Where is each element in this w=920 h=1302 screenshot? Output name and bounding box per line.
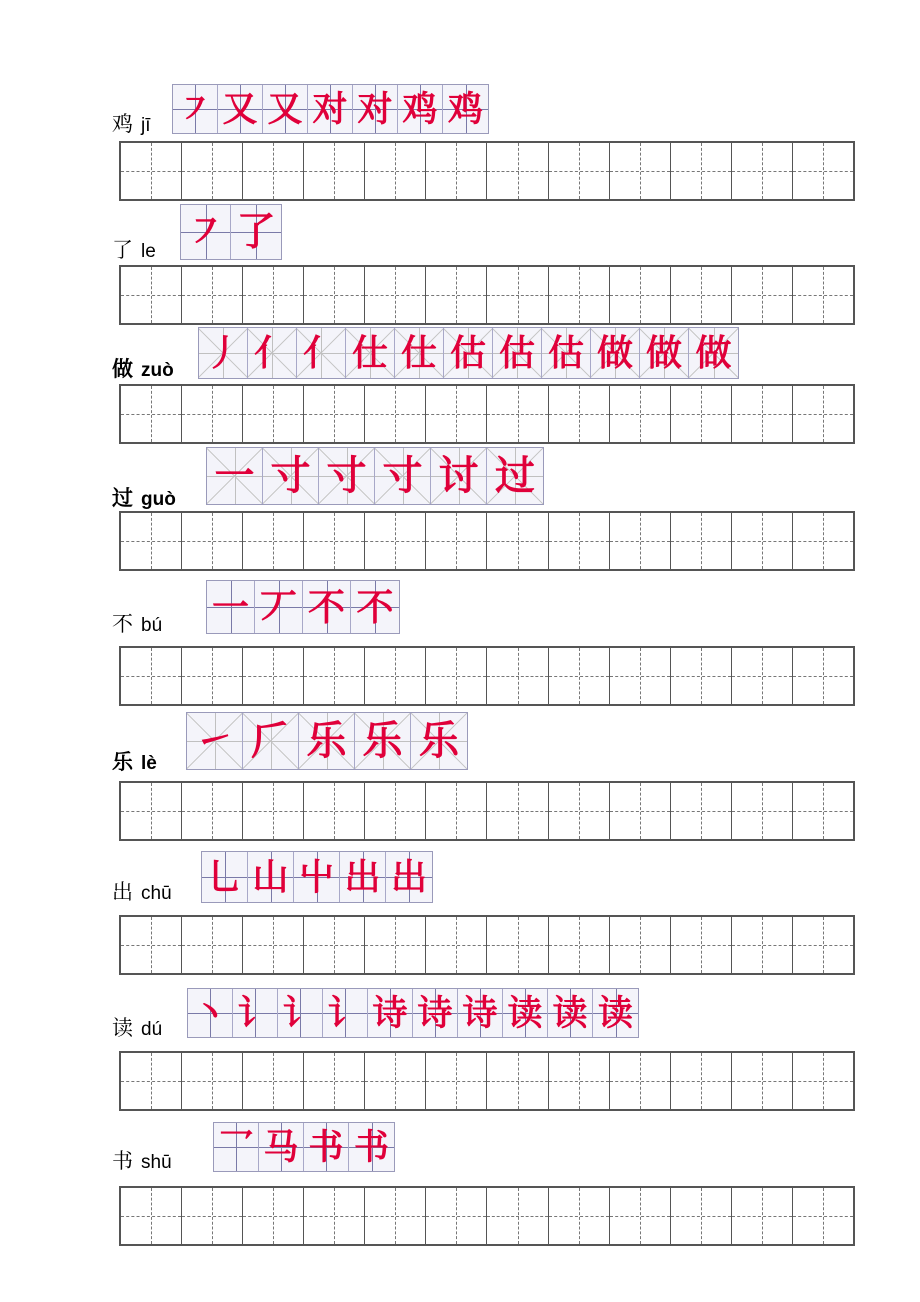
character-text: 鸡	[112, 112, 133, 136]
stroke-step-cell	[640, 328, 689, 378]
stroke-step-cell	[231, 205, 281, 259]
stroke-step-glyph: 丿	[204, 332, 241, 374]
stroke-step-glyph: 估	[449, 332, 486, 374]
stroke-step-glyph: 诗	[372, 992, 408, 1034]
practice-cell[interactable]	[182, 386, 243, 442]
practice-cell[interactable]	[610, 1053, 671, 1109]
character-text: 了	[112, 238, 133, 262]
practice-cell[interactable]	[549, 1188, 610, 1244]
practice-cell[interactable]	[426, 386, 487, 442]
practice-cell[interactable]	[793, 1053, 853, 1109]
practice-cell[interactable]	[182, 1053, 243, 1109]
stroke-step-cell	[443, 85, 488, 133]
stroke-step-glyph: 出	[344, 856, 381, 898]
stroke-step-glyph: 做	[695, 332, 732, 374]
practice-cell[interactable]	[732, 1053, 793, 1109]
practice-cell[interactable]	[549, 1053, 610, 1109]
writing-practice-grid	[119, 141, 855, 201]
stroke-step-cell	[386, 852, 432, 902]
practice-cell[interactable]	[304, 513, 365, 569]
practice-cell[interactable]	[365, 1053, 426, 1109]
stroke-step-glyph: 书	[308, 1126, 344, 1168]
writing-practice-grid	[119, 384, 855, 444]
practice-cell[interactable]	[426, 783, 487, 839]
character-text: 过	[112, 486, 133, 510]
stroke-step-cell	[444, 328, 493, 378]
stroke-step-cell	[233, 989, 278, 1037]
stroke-step-cell	[351, 581, 399, 633]
stroke-step-cell	[263, 85, 308, 133]
pinyin-text: zuò	[141, 360, 174, 381]
practice-cell[interactable]	[610, 513, 671, 569]
stroke-step-glyph: 讨	[438, 452, 479, 499]
stroke-step-glyph: 一	[212, 584, 249, 629]
stroke-step-glyph: 乐	[419, 717, 459, 764]
practice-cell[interactable]	[243, 143, 304, 199]
practice-cell[interactable]	[793, 648, 853, 704]
character-label	[112, 240, 156, 261]
practice-cell[interactable]	[121, 386, 182, 442]
stroke-order-strip	[206, 580, 400, 634]
stroke-step-cell	[591, 328, 640, 378]
stroke-step-cell	[346, 328, 395, 378]
stroke-step-cell	[689, 328, 738, 378]
stroke-step-glyph: 寸	[326, 452, 367, 499]
stroke-step-cell	[243, 713, 299, 769]
practice-cell[interactable]	[182, 783, 243, 839]
practice-cell[interactable]	[487, 513, 548, 569]
stroke-step-cell	[375, 448, 431, 504]
character-label	[112, 1151, 172, 1172]
practice-cell[interactable]	[487, 783, 548, 839]
practice-cell[interactable]	[671, 1053, 732, 1109]
practice-cell[interactable]	[793, 917, 853, 973]
stroke-step-cell	[493, 328, 542, 378]
practice-cell[interactable]	[732, 267, 793, 323]
stroke-step-glyph: 读	[507, 992, 543, 1034]
practice-cell[interactable]	[732, 648, 793, 704]
stroke-step-cell	[207, 581, 255, 633]
writing-practice-grid	[119, 915, 855, 975]
practice-cell[interactable]	[426, 1188, 487, 1244]
stroke-step-cell	[395, 328, 444, 378]
practice-cell[interactable]	[243, 783, 304, 839]
practice-cell[interactable]	[304, 648, 365, 704]
stroke-step-cell	[207, 448, 263, 504]
practice-cell[interactable]	[487, 648, 548, 704]
practice-cell[interactable]	[671, 648, 732, 704]
stroke-order-strip	[180, 204, 282, 260]
stroke-step-glyph: 读	[552, 992, 588, 1034]
practice-cell[interactable]	[487, 917, 548, 973]
stroke-step-cell	[278, 989, 323, 1037]
practice-cell[interactable]	[304, 386, 365, 442]
practice-cell[interactable]	[671, 917, 732, 973]
stroke-step-cell	[181, 205, 231, 259]
practice-cell[interactable]	[610, 386, 671, 442]
practice-cell[interactable]	[121, 1188, 182, 1244]
practice-cell[interactable]	[243, 513, 304, 569]
stroke-step-cell	[188, 989, 233, 1037]
stroke-step-glyph: 𠂆	[250, 717, 291, 764]
stroke-step-glyph: 乚	[206, 856, 243, 898]
practice-cell[interactable]	[182, 143, 243, 199]
practice-cell[interactable]	[365, 648, 426, 704]
practice-cell[interactable]	[487, 267, 548, 323]
practice-cell[interactable]	[365, 386, 426, 442]
pinyin-text: bú	[141, 615, 163, 636]
practice-cell[interactable]	[549, 783, 610, 839]
character-text: 书	[112, 1149, 133, 1173]
practice-cell[interactable]	[671, 783, 732, 839]
practice-cell[interactable]	[793, 783, 853, 839]
stroke-step-cell	[323, 989, 368, 1037]
stroke-step-cell	[299, 713, 355, 769]
practice-cell[interactable]	[732, 143, 793, 199]
stroke-step-glyph: ㇀	[194, 717, 235, 764]
stroke-step-glyph: 鸡	[447, 88, 483, 130]
writing-practice-grid	[119, 1051, 855, 1111]
writing-practice-grid	[119, 511, 855, 571]
practice-cell[interactable]	[182, 267, 243, 323]
stroke-order-strip	[172, 84, 489, 134]
practice-cell[interactable]	[549, 917, 610, 973]
stroke-step-glyph: 马	[263, 1126, 299, 1168]
pinyin-text: dú	[141, 1019, 163, 1040]
practice-cell[interactable]	[426, 143, 487, 199]
stroke-step-glyph: 乐	[362, 717, 403, 764]
practice-cell[interactable]	[671, 267, 732, 323]
character-label	[112, 114, 151, 135]
stroke-step-glyph: 仕	[351, 332, 388, 374]
stroke-step-cell	[308, 85, 353, 133]
stroke-step-glyph: 估	[498, 332, 535, 374]
stroke-step-glyph: 诗	[417, 992, 453, 1034]
stroke-step-glyph: 做	[645, 332, 682, 374]
stroke-step-cell	[218, 85, 263, 133]
stroke-step-glyph: 鸡	[402, 88, 438, 130]
character-text: 乐	[112, 750, 133, 774]
pinyin-text: shū	[141, 1152, 172, 1173]
practice-cell[interactable]	[549, 143, 610, 199]
pinyin-text: lè	[141, 753, 157, 774]
stroke-order-strip	[201, 851, 433, 903]
practice-cell[interactable]	[793, 386, 853, 442]
stroke-step-cell	[202, 852, 248, 902]
practice-cell[interactable]	[487, 1188, 548, 1244]
practice-cell[interactable]	[732, 513, 793, 569]
practice-cell[interactable]	[549, 386, 610, 442]
practice-cell[interactable]	[243, 386, 304, 442]
practice-cell[interactable]	[121, 143, 182, 199]
practice-cell[interactable]	[671, 1188, 732, 1244]
character-label	[112, 1018, 162, 1039]
stroke-step-glyph: 亻	[253, 332, 290, 374]
practice-cell[interactable]	[243, 917, 304, 973]
stroke-step-glyph: 仕	[400, 332, 437, 374]
character-text: 出	[112, 880, 133, 904]
stroke-step-cell	[542, 328, 591, 378]
stroke-step-glyph: 对	[357, 88, 393, 130]
character-text: 做	[112, 357, 133, 381]
practice-cell[interactable]	[426, 513, 487, 569]
character-text: 不	[112, 612, 133, 636]
practice-cell[interactable]	[610, 143, 671, 199]
stroke-step-cell	[297, 328, 346, 378]
writing-practice-grid	[119, 781, 855, 841]
stroke-step-glyph: 做	[596, 332, 633, 374]
writing-practice-grid	[119, 1186, 855, 1246]
stroke-order-strip	[213, 1122, 395, 1172]
stroke-step-cell	[248, 328, 297, 378]
practice-cell[interactable]	[549, 648, 610, 704]
stroke-step-cell	[303, 581, 351, 633]
character-label	[112, 882, 172, 903]
stroke-step-cell	[294, 852, 340, 902]
stroke-step-cell	[398, 85, 443, 133]
stroke-step-glyph: 山	[252, 856, 289, 898]
stroke-step-glyph: 估	[547, 332, 584, 374]
practice-cell[interactable]	[304, 1188, 365, 1244]
stroke-step-glyph: 丆	[260, 584, 297, 629]
stroke-step-glyph: 又	[267, 88, 303, 130]
character-label	[112, 359, 174, 380]
stroke-step-glyph: 又	[222, 88, 258, 130]
stroke-step-cell	[548, 989, 593, 1037]
stroke-step-cell	[259, 1123, 304, 1171]
practice-cell[interactable]	[304, 143, 365, 199]
stroke-step-cell	[255, 581, 303, 633]
stroke-step-cell	[187, 713, 243, 769]
practice-cell[interactable]	[549, 267, 610, 323]
stroke-step-cell	[304, 1123, 349, 1171]
stroke-step-glyph: 寸	[270, 452, 311, 499]
practice-cell[interactable]	[610, 267, 671, 323]
stroke-order-strip	[206, 447, 544, 505]
practice-cell[interactable]	[365, 1188, 426, 1244]
practice-cell[interactable]	[793, 143, 853, 199]
pinyin-text: le	[141, 241, 156, 262]
practice-cell[interactable]	[610, 1188, 671, 1244]
stroke-step-glyph: 一	[214, 452, 255, 499]
practice-cell[interactable]	[304, 1053, 365, 1109]
stroke-step-cell	[355, 713, 411, 769]
stroke-step-cell	[173, 85, 218, 133]
practice-cell[interactable]	[610, 783, 671, 839]
practice-cell[interactable]	[121, 513, 182, 569]
practice-cell[interactable]	[671, 143, 732, 199]
stroke-step-glyph: 乛	[218, 1126, 254, 1168]
stroke-step-glyph: 过	[495, 452, 535, 499]
practice-cell[interactable]	[426, 917, 487, 973]
practice-cell[interactable]	[121, 783, 182, 839]
stroke-step-glyph: 讠	[237, 992, 273, 1034]
pinyin-text: chū	[141, 883, 172, 904]
stroke-step-glyph: ㇇	[185, 208, 225, 255]
stroke-step-cell	[458, 989, 503, 1037]
stroke-step-glyph: 寸	[382, 452, 423, 499]
stroke-step-cell	[353, 85, 398, 133]
stroke-step-glyph: 屮	[298, 856, 335, 898]
practice-cell[interactable]	[487, 386, 548, 442]
stroke-step-cell	[503, 989, 548, 1037]
practice-cell[interactable]	[365, 917, 426, 973]
stroke-step-glyph: 不	[356, 584, 394, 629]
practice-cell[interactable]	[793, 513, 853, 569]
practice-cell[interactable]	[121, 917, 182, 973]
character-label	[112, 752, 157, 773]
practice-cell[interactable]	[793, 267, 853, 323]
practice-cell[interactable]	[243, 1053, 304, 1109]
practice-cell[interactable]	[487, 143, 548, 199]
stroke-step-cell	[349, 1123, 394, 1171]
practice-cell[interactable]	[365, 143, 426, 199]
stroke-step-glyph: 亻	[302, 332, 339, 374]
stroke-order-strip	[198, 327, 739, 379]
stroke-step-cell	[593, 989, 638, 1037]
practice-cell[interactable]	[182, 648, 243, 704]
practice-cell[interactable]	[121, 267, 182, 323]
stroke-step-glyph: 丶	[192, 992, 228, 1034]
practice-cell[interactable]	[243, 1188, 304, 1244]
practice-cell[interactable]	[243, 267, 304, 323]
practice-cell[interactable]	[610, 648, 671, 704]
stroke-step-cell	[411, 713, 467, 769]
stroke-step-cell	[368, 989, 413, 1037]
practice-cell[interactable]	[182, 917, 243, 973]
practice-cell[interactable]	[732, 386, 793, 442]
stroke-step-glyph: 了	[236, 208, 276, 255]
practice-cell[interactable]	[426, 648, 487, 704]
stroke-step-cell	[214, 1123, 259, 1171]
practice-cell[interactable]	[549, 513, 610, 569]
practice-cell[interactable]	[426, 1053, 487, 1109]
stroke-order-strip	[186, 712, 468, 770]
practice-cell[interactable]	[121, 1053, 182, 1109]
stroke-step-glyph: 讠	[282, 992, 318, 1034]
character-text: 读	[112, 1016, 133, 1040]
practice-cell[interactable]	[487, 1053, 548, 1109]
stroke-step-cell	[263, 448, 319, 504]
practice-cell[interactable]	[243, 648, 304, 704]
stroke-step-glyph: ㇇	[177, 88, 213, 130]
practice-cell[interactable]	[182, 1188, 243, 1244]
practice-cell[interactable]	[365, 783, 426, 839]
stroke-step-cell	[319, 448, 375, 504]
practice-cell[interactable]	[304, 783, 365, 839]
stroke-step-glyph: 对	[312, 88, 348, 130]
stroke-step-glyph: 乐	[306, 717, 347, 764]
stroke-step-glyph: 书	[353, 1126, 389, 1168]
character-label	[112, 614, 162, 635]
stroke-step-cell	[431, 448, 487, 504]
stroke-step-cell	[199, 328, 248, 378]
writing-practice-grid	[119, 265, 855, 325]
practice-cell[interactable]	[610, 917, 671, 973]
practice-cell[interactable]	[182, 513, 243, 569]
stroke-step-glyph: 诗	[462, 992, 498, 1034]
practice-cell[interactable]	[671, 513, 732, 569]
practice-cell[interactable]	[365, 513, 426, 569]
practice-cell[interactable]	[304, 267, 365, 323]
pinyin-text: guò	[141, 489, 176, 510]
practice-cell[interactable]	[121, 648, 182, 704]
stroke-step-glyph: 不	[308, 584, 345, 629]
writing-practice-grid	[119, 646, 855, 706]
stroke-step-cell	[413, 989, 458, 1037]
stroke-step-glyph: 出	[390, 856, 427, 898]
stroke-step-cell	[248, 852, 294, 902]
stroke-order-strip	[187, 988, 639, 1038]
stroke-step-cell	[487, 448, 543, 504]
practice-cell[interactable]	[671, 386, 732, 442]
practice-cell[interactable]	[732, 1188, 793, 1244]
stroke-step-glyph: 读	[597, 992, 633, 1034]
practice-cell[interactable]	[304, 917, 365, 973]
practice-cell[interactable]	[732, 917, 793, 973]
practice-cell[interactable]	[365, 267, 426, 323]
pinyin-text: jī	[141, 115, 151, 136]
practice-cell[interactable]	[732, 783, 793, 839]
practice-cell[interactable]	[426, 267, 487, 323]
stroke-step-cell	[340, 852, 386, 902]
character-label	[112, 488, 176, 509]
practice-cell[interactable]	[793, 1188, 853, 1244]
stroke-step-glyph: 讠	[327, 992, 363, 1034]
